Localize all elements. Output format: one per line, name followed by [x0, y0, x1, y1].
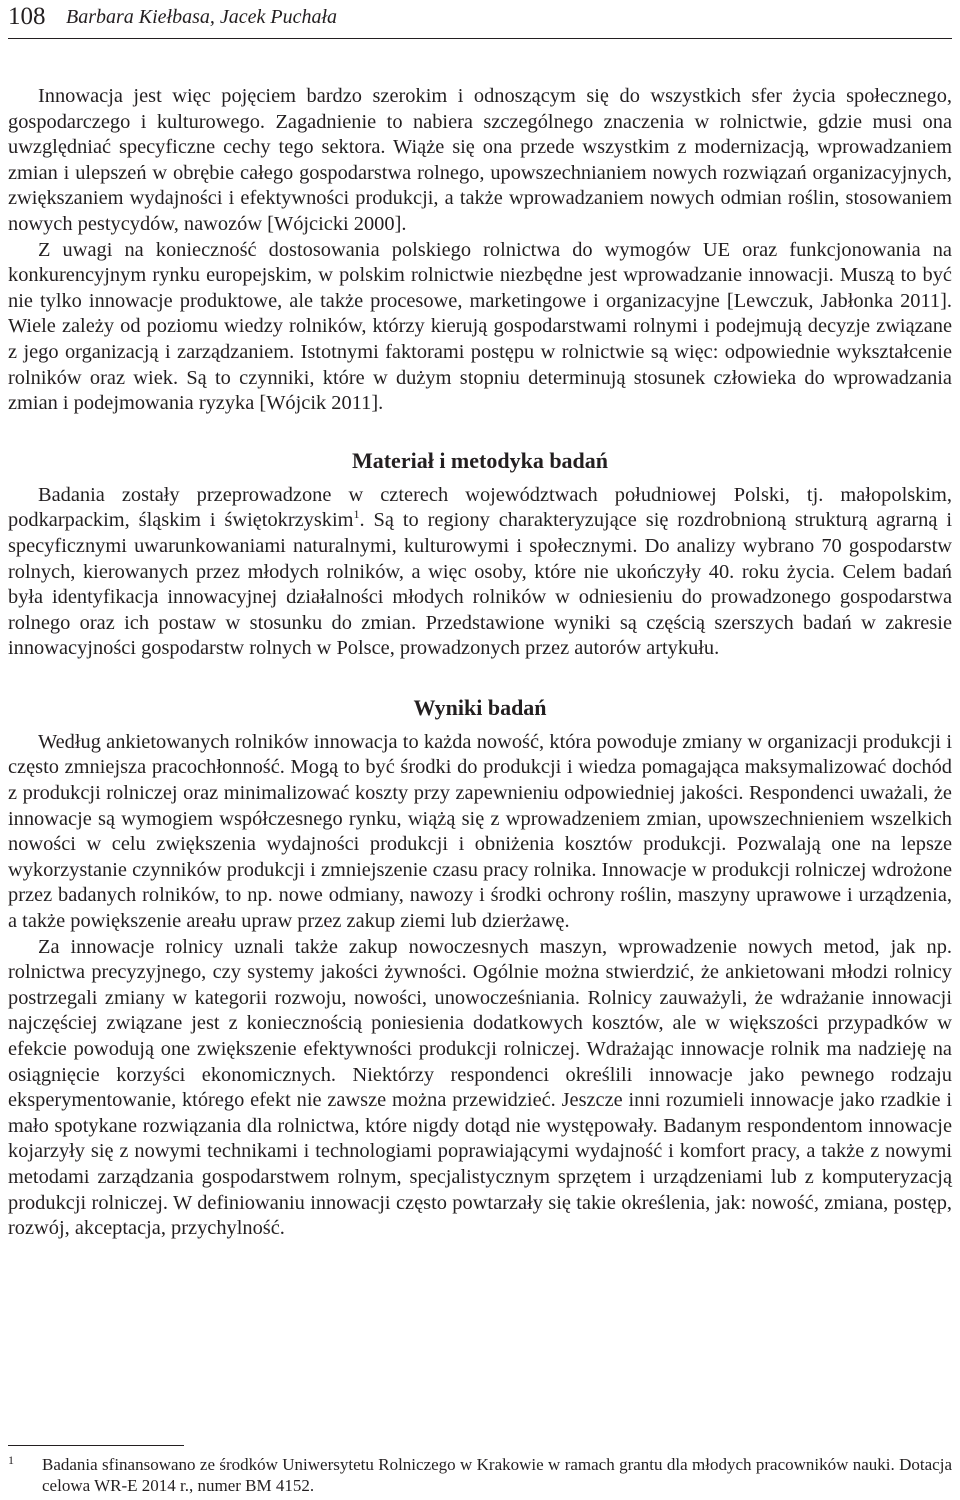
footnote — [8, 1454, 952, 1496]
paragraph-study-design — [8, 483, 952, 662]
article-body — [8, 84, 952, 1242]
footnote-reference: 1 — [353, 507, 360, 522]
section-heading-results: Wyniki badań — [413, 694, 547, 720]
running-header — [8, 2, 952, 36]
running-header-authors: Barbara Kiełbasa, Jacek Puchała — [66, 6, 338, 28]
paragraph-innovation-definition: Innowacja jest więc pojęciem bardzo szerokim i odnoszącym się do wszystkich sfer życia społecznego, gospodarczego i kulturowego. Zagadnienie to nabiera szczególnego znaczenia w rolnictwie, gdzie musi ona uwzględniać specyficzne cechy tego sektora. Wiąże się ona przede wszystkim z modernizacją, wprowadzaniem zmian i ulepszeń w obrębie całego gospodarstwa rolnego, upowszechnianiem nowych rozwiązań organizacyjnych, zwiększaniem wydajności i efektywności produkcji, a także wprowadzaniem nowych odmian roślin, stosowaniem nowych pestycydów, nawozów [Wójcicki 2000]. — [8, 85, 952, 235]
section-heading-material-methods: Materiał i metodyka badań — [351, 447, 609, 473]
paragraph-results-definition: Według ankietowanych rolników innowacja to każda nowość, która powoduje zmiany w organizacji produkcji i często zmniejsza pracochłonność. Mogą to być środki do produkcji i wiedza pomagająca maksymalizować dochód z produkcji rolniczej oraz minimalizować koszty przy zapewnieniu odpowiedniej jakości. Respondenci uważali, że innowacje są wymogiem współczesnego rynku, wiążą się z wprowadzeniem zmian, upowszechnieniem wszelkich nowości w celu zwiększenia wydajności produkcji i obniżenia kosztów produkcji. Pozwalają one na lepsze wykorzystanie czynników produkcji i zmniejszenie czasu pracy rolnika. Innowacje w produkcji rolniczej wdrożone przez badanych rolników, to np. nowe odmiany, nawozy i środki ochrony roślin, maszyny uprawowe i urządzenia, a także powiększenie areału upraw przez zakup ziemi lub dzierżawę. — [8, 730, 952, 933]
footnote-text: Badania sfinansowano ze środków Uniwersytetu Rolniczego w Krakowie w ramach grantu dla młodych pracowników nauki. Dotacja celowa WR-E 2014 r., numer BM 4152. — [42, 1455, 952, 1495]
page-number: 108 — [8, 3, 46, 30]
study-design-text-end: . Są to regiony charakteryzujące się rozdrobnioną strukturą agrarną i specyficznymi uwarunkowaniami naturalnymi, kulturowymi i społecznymi. Do analizy wybrano 70 gospodarstw rolnych, kierowanych przez młodych rolników, a więc osoby, które nie ukończyły 40. roku życia. Celem badań była identyfikacja innowacyjnej działalności młodych rolników w odniesieniu do prowadzonego gospodarstwa rolnego oraz ich postaw w stosunku do zmian. Przedstawione wyniki są częścią szerszych badań w zakresie innowacyjności gospodarstw rolnych w Polsce, prowadzonych przez autorów artykułu. — [8, 509, 952, 660]
study-design-text-start: Badania zostały przeprowadzone w czterech województwach południowej Polski, tj. małopolskim, podkarpackim, śląskim i świętokrzyskim — [8, 483, 952, 532]
footnote-mark: 1 — [8, 1453, 14, 1467]
header-rule — [8, 38, 952, 39]
footnote-rule — [8, 1445, 184, 1446]
paragraph-eu-adaptation: Z uwagi na konieczność dostosowania polskiego rolnictwa do wymogów UE oraz funkcjonowania na konkurencyjnym rynku europejskim, w polskim rolnictwie niezbędne jest wprowadzanie innowacji. Muszą to być nie tylko innowacje produktowe, ale także procesowe, marketingowe i organizacyjne [Lewczuk, Jabłonka 2011]. Wiele zależy od poziomu wiedzy rolników, którzy kierują gospodarstwami rolnymi i podejmują decyzje związane z jego organizacją i zarządzaniem. Istotnymi faktorami postępu w rolnictwie są więc: odpowiednie wykształcenie rolników oraz wiek. Są to czynniki, które w dużym stopniu determinują stosunek człowieka do wprowadzania zmian i podejmowania ryzyka [Wójcik 2011]. — [8, 238, 952, 415]
paragraph-results-perception: Za innowacje rolnicy uznali także zakup nowoczesnych maszyn, wprowadzenie nowych metod, jak np. rolnictwa precyzyjnego, czy systemy jakości żywności. Ogólnie można stwierdzić, że ankietowani młodzi rolnicy postrzegali zmiany w kategorii rozwoju, nowości, unowocześniania. Rolnicy zauważyli, że wdrażanie innowacji najczęściej związane jest z koniecznością poniesienia dodatkowych kosztów, ale w większości przypadków w efekcie powodują one zwiększenie efektywności produkcji rolniczej. Wdrażając innowacje rolnik ma nadzieję na osiągnięcie korzyści ekonomicznych. Niektórzy respondenci określili innowacje jako pewnego rodzaju eksperymentowanie, którego efekt nie zawsze można przewidzieć. Jeszcze inni rozumieli innowacje jako rzadkie i mało spotykane rozwiązania dla rolnictwa, które nigdy dotąd nie występowały. Badanym respondentom innowacje kojarzyły się z nowymi technikami i technologiami poprawiającymi wydajność i komfort pracy, a także z nowymi metodami zarządzania gospodarstwem rolnym, specjalistycznym sprzętem i urządzeniami lub z komputeryzacją produkcji rolniczej. W definiowaniu innowacji często powtarzały się takie określenia, jak: nowość, zmiana, postęp, rozwój, akceptacja, przychylność. — [8, 935, 952, 1240]
